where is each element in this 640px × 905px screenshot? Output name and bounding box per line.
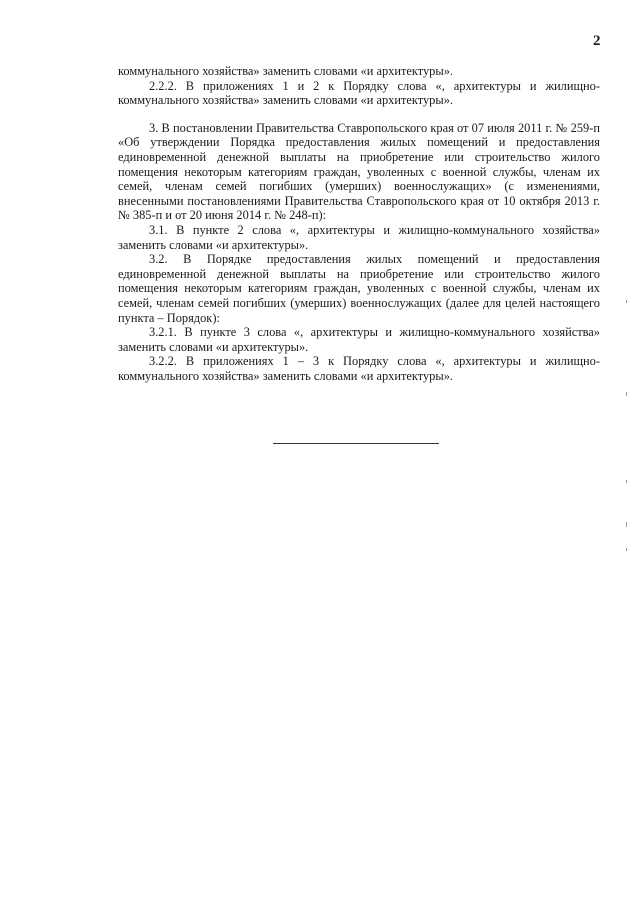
document-body <box>118 64 600 383</box>
paragraph-3: 3. В постановлении Правительства Ставропольского края от 07 июля 2011 г. № 259-п «Об утверждении Порядка предоставления жилых помещений и предоставления единовременной денежной выплаты на приобретение или строительство жилого помещения некоторым категориям граждан, уволенных с военной службы, членам их семей, членам семей погибших (умерших) военнослужащих» (с изменениями, внесенными постановлениями Правительства Ставропольского края от 10 октября 2013 г. № 385-п и от 20 июня 2014 г. № 248-п): <box>118 120 600 223</box>
paragraph-3-1: 3.1. В пункте 2 слова «, архитектуры и жилищно-коммунального хозяйства» заменить словами «и архитектуры». <box>118 222 600 252</box>
scan-artifact <box>626 300 627 303</box>
scan-artifact <box>626 392 627 396</box>
page-number: 2 <box>593 33 601 49</box>
paragraph-continuation: коммунального хозяйства» заменить словами «и архитектуры». <box>118 64 453 78</box>
scan-artifact <box>626 522 627 527</box>
scan-artifact <box>626 480 627 483</box>
scan-artifact <box>626 548 627 551</box>
paragraph-3-2-2: 3.2.2. В приложениях 1 – 3 к Порядку слова «, архитектуры и жилищно-коммунального хозяйства» заменить словами «и архитектуры». <box>118 354 600 383</box>
paragraph-3-2: 3.2. В Порядке предоставления жилых помещений и предоставления единовременной денежной выплаты на приобретение или строительство жилого помещения некоторым категориям граждан, уволенных с военной службы, членам их семей, членам семей погибших (умерших) военнослужащих (далее для целей настоящего пункта – Порядок): <box>118 252 600 325</box>
paragraph-3-2-1: 3.2.1. В пункте 3 слова «, архитектуры и жилищно-коммунального хозяйства» заменить словами «и архитектуры». <box>118 325 600 354</box>
paragraph-2-2-2: 2.2.2. В приложениях 1 и 2 к Порядку слова «, архитектуры и жилищно-коммунального хозяйства» заменить словами «и архитектуры». <box>118 78 600 108</box>
closing-divider <box>273 443 439 444</box>
